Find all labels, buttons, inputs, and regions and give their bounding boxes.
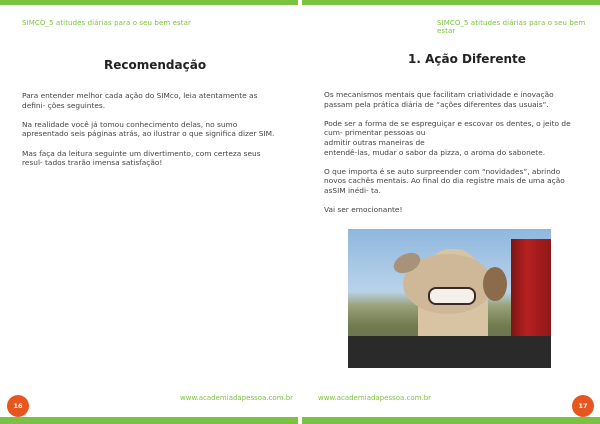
- footer-url-left[interactable]: www.academiadapessoa.com.br: [180, 394, 294, 402]
- page-number-badge-left: 16: [7, 395, 29, 417]
- dog-teeth-shape: [428, 287, 476, 305]
- top-accent-bar-left: [0, 0, 298, 5]
- page-title-acao-diferente: 1. Ação Diferente: [408, 52, 526, 66]
- paragraph: Os mecanismos mentais que facilitam criatividade e inovação passam pela prática diária de “ações diferentes das usuais”.: [324, 90, 554, 109]
- paragraph: Na realidade você já tomou conhecimento delas, no sumo apresentado seis páginas atrás, ao ilustrar o que significa dizer SIM.: [22, 119, 275, 139]
- paragraph: Para entender melhor cada ação do SIMco, leia atentamente as defini- ções seguintes.: [22, 91, 258, 110]
- paragraph: O que importa é se auto surpreender com “novidades”, abrindo novos cachês mentais. Ao final do dia registre mais de uma ação asSIM inédi- ta.: [324, 166, 565, 195]
- page-number-badge-right: 17: [572, 395, 594, 417]
- top-accent-bar-right: [302, 0, 600, 5]
- body-text-left: [22, 91, 277, 177]
- paragraph: Mas faça da leitura seguinte um divertimento, com certeza seus resul- tados trarão imensa satisfação!: [22, 148, 261, 168]
- body-text-right: [324, 90, 580, 224]
- page-title-recomendacao: Recomendação: [104, 58, 207, 72]
- running-head-left: SIMCO_5 atitudes diárias para o seu bem estar: [22, 19, 191, 27]
- footer-url-right[interactable]: www.academiadapessoa.com.br: [318, 394, 432, 402]
- dog-ear-right-shape: [483, 267, 507, 301]
- paragraph: Vai ser emocionante!: [324, 205, 403, 215]
- running-head-right: SIMCO_5 atitudes diárias para o seu bem estar: [437, 19, 586, 35]
- car-window-frame-shape: [348, 336, 551, 368]
- bottom-accent-bar-right: [302, 417, 600, 424]
- paragraph: Pode ser a forma de se espreguiçar e escovar os dentes, o jeito de cum- primentar pessoas ou admitir outras maneiras de entendê-las, mudar o sabor da pizza, o aroma do sabonete.: [324, 118, 571, 157]
- grinning-dog-photo: [348, 229, 551, 368]
- bottom-accent-bar-left: [0, 417, 298, 424]
